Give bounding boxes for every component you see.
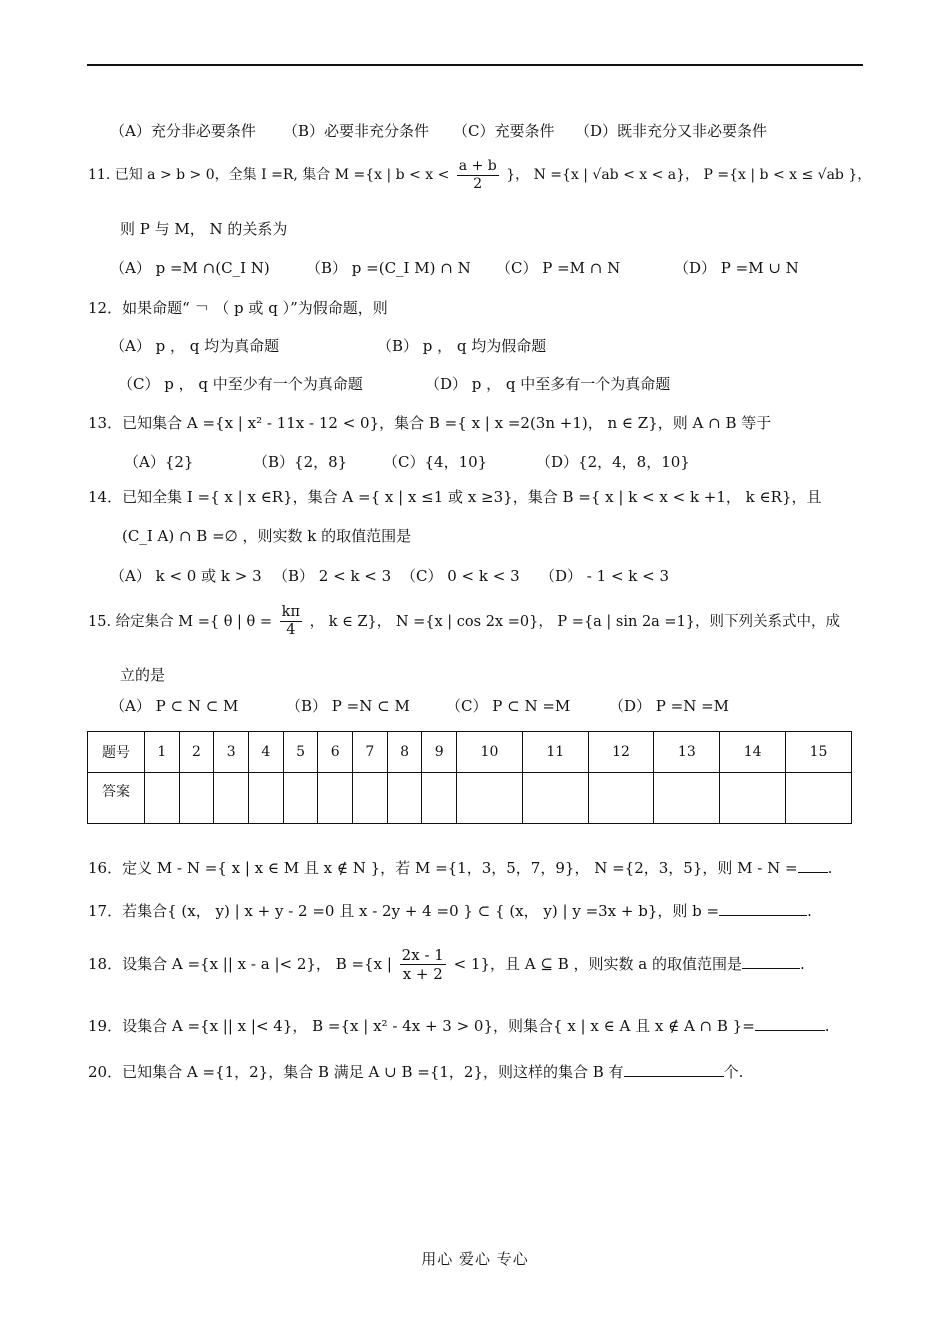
q13-option-a: （A）{2} xyxy=(124,453,194,471)
q18-end: . xyxy=(800,954,805,973)
answer-cell[interactable] xyxy=(145,773,180,824)
table-num-cell: 9 xyxy=(422,732,457,773)
q20 xyxy=(88,1062,743,1081)
q20-text: 20．已知集合 A ={1，2}，集合 B 满足 A ∪ B ={1，2}，则这样的集合 B 有 xyxy=(88,1063,624,1081)
q12-option-b: （B） p ， q 均为假命题 xyxy=(377,337,547,355)
q12-option-c: （C） p ， q 中至少有一个为真命题 xyxy=(118,375,363,393)
q11-N: N ={x | √ab < x < a}， xyxy=(533,167,700,184)
q17-end: . xyxy=(807,902,812,920)
q18-fraction xyxy=(400,946,446,983)
q11-P: P ={x | b < x ≤ √ab }， xyxy=(703,167,872,184)
q18-frac-num: 2x - 1 xyxy=(401,946,444,964)
q11-frac-num: a + b xyxy=(458,158,497,174)
header-rule xyxy=(87,64,863,66)
q12-options-row1 xyxy=(110,337,546,355)
table-num-cell: 2 xyxy=(179,732,214,773)
q14-options xyxy=(110,567,669,585)
q15-fraction xyxy=(280,604,302,640)
answer-cell[interactable] xyxy=(422,773,457,824)
q15-line2: 立的是 xyxy=(120,666,166,684)
q15-option-d: （D） P =N =M xyxy=(609,697,730,715)
answer-cell[interactable] xyxy=(214,773,249,824)
q15-prefix: 15. 给定集合 M ={ θ | θ = xyxy=(88,613,273,630)
table-num-cell: 6 xyxy=(318,732,353,773)
q14-stem: 14．已知全集 I ={ x | x ∈R}，集合 A ={ x | x ≤1 或 x ≥3}，集合 B ={ x | k < x < k +1， k ∈R}，且 xyxy=(88,488,822,506)
answer-cell[interactable] xyxy=(786,773,852,824)
table-num-cell: 7 xyxy=(353,732,388,773)
q13-option-b: （B）{2，8} xyxy=(253,453,348,471)
answer-cell[interactable] xyxy=(249,773,284,824)
q11-options xyxy=(110,259,799,277)
table-row-numbers xyxy=(88,732,852,773)
q15-options xyxy=(110,697,729,715)
table-num-cell: 3 xyxy=(214,732,249,773)
q15-frac-den: 4 xyxy=(286,622,296,639)
q14-line2: (C_I A) ∩ B =∅ ，则实数 k 的取值范围是 xyxy=(122,527,412,545)
q12-option-a: （A） p ， q 均为真命题 xyxy=(110,337,280,355)
q18-prefix: 18．设集合 A ={x || x - a |< 2}， B ={x | xyxy=(88,954,392,973)
table-num-cell: 15 xyxy=(786,732,852,773)
q16-answer-blank[interactable] xyxy=(798,858,828,873)
q10-option-b: （B）必要非充分条件 xyxy=(283,122,430,140)
q15-stem xyxy=(88,604,840,640)
q13-stem: 13．已知集合 A ={x | x² - 11x - 12 < 0}，集合 B ={ x | x =2(3n +1)， n ∈ Z}，则 A ∩ B 等于 xyxy=(88,414,772,432)
q16-text: 16．定义 M - N ={ x | x ∈ M 且 x ∉ N }，若 M ={1，3，5，7，9}， N ={2，3，5}，则 M - N = xyxy=(88,859,798,877)
answer-table xyxy=(87,731,852,824)
table-num-cell: 10 xyxy=(457,732,523,773)
answer-cell[interactable] xyxy=(179,773,214,824)
q11-line2: 则 P 与 M， N 的关系为 xyxy=(120,220,288,238)
q13-option-c: （C）{4，10} xyxy=(383,453,488,471)
q11-stem xyxy=(88,158,871,193)
answer-cell[interactable] xyxy=(457,773,523,824)
answer-cell[interactable] xyxy=(654,773,720,824)
answer-cell[interactable] xyxy=(387,773,422,824)
q11-option-d: （D） P =M ∪ N xyxy=(674,259,799,277)
q19-answer-blank[interactable] xyxy=(755,1016,825,1031)
q11-option-c: （C） P =M ∩ N xyxy=(496,259,621,277)
q13-options xyxy=(124,453,690,471)
q17-text: 17．若集合{ (x， y) | x + y - 2 =0 且 x - 2y + 4 =0 } ⊂ { (x， y) | y =3x + b}，则 b = xyxy=(88,902,720,920)
q11-fraction xyxy=(457,158,499,193)
q12-stem: 12．如果命题“ ￢ （ p 或 q ）”为假命题，则 xyxy=(88,299,388,317)
q20-end: 个. xyxy=(723,1063,744,1081)
q14-option-d: （D） - 1 < k < 3 xyxy=(540,567,670,585)
q10-option-c: （C）充要条件 xyxy=(453,122,555,140)
page-footer: 用心 爱心 专心 xyxy=(421,1250,529,1268)
answer-cell[interactable] xyxy=(588,773,654,824)
answer-cell[interactable] xyxy=(318,773,353,824)
q16 xyxy=(88,858,832,877)
q18-answer-blank[interactable] xyxy=(742,954,800,969)
q19-text: 19．设集合 A ={x || x |< 4}， B ={x | x² - 4x + 3 > 0}，则集合{ x | x ∈ A 且 x ∉ A ∩ B }= xyxy=(88,1017,755,1035)
q11-frac-den: 2 xyxy=(473,175,483,192)
answer-cell[interactable] xyxy=(720,773,786,824)
table-label-answer: 答案 xyxy=(88,773,145,824)
table-num-cell: 4 xyxy=(249,732,284,773)
table-num-cell: 12 xyxy=(588,732,654,773)
q18 xyxy=(88,946,805,983)
q11-M-right: }， xyxy=(506,167,530,184)
q15-option-c: （C） P ⊂ N =M xyxy=(446,697,571,715)
q12-options-row2 xyxy=(118,375,670,393)
q15-option-b: （B） P =N ⊂ M xyxy=(286,697,410,715)
q11-option-b: （B） p =(C_I M) ∩ N xyxy=(306,259,471,277)
q15-option-a: （A） P ⊂ N ⊂ M xyxy=(110,697,239,715)
q14-option-a: （A） k < 0 或 k > 3 xyxy=(110,567,262,585)
table-num-cell: 11 xyxy=(522,732,588,773)
q18-frac-den: x + 2 xyxy=(402,965,443,983)
table-label-question-number: 题号 xyxy=(88,732,145,773)
q11-I: I =R, 集合 xyxy=(261,167,331,184)
q15-frac-num: kπ xyxy=(280,604,302,622)
q11-option-a: （A） p =M ∩(C_I N) xyxy=(110,259,270,277)
answer-cell[interactable] xyxy=(353,773,388,824)
answer-cell[interactable] xyxy=(283,773,318,824)
q17 xyxy=(88,901,812,920)
q10-option-d: （D）既非充分又非必要条件 xyxy=(575,122,768,140)
table-num-cell: 8 xyxy=(387,732,422,773)
q19-end: . xyxy=(824,1017,830,1035)
q11-prefix: 11. 已知 xyxy=(88,167,143,184)
table-num-cell: 13 xyxy=(654,732,720,773)
q11-M-left: M ={x | b < x < xyxy=(334,167,450,184)
q17-answer-blank[interactable] xyxy=(719,901,807,916)
q14-option-c: （C） 0 < k < 3 xyxy=(401,567,520,585)
q10-option-a: （A）充分非必要条件 xyxy=(110,122,256,140)
q10-options xyxy=(110,122,767,140)
q12-option-d: （D） p ， q 中至多有一个为真命题 xyxy=(425,375,671,393)
q13-option-d: （D）{2，4，8，10} xyxy=(536,453,690,471)
q16-end: . xyxy=(827,859,833,877)
table-num-cell: 1 xyxy=(145,732,180,773)
table-row-answers xyxy=(88,773,852,824)
q19 xyxy=(88,1016,830,1035)
answer-cell[interactable] xyxy=(522,773,588,824)
q11-cond: a > b > 0，全集 xyxy=(147,167,257,184)
table-num-cell: 5 xyxy=(283,732,318,773)
q20-answer-blank[interactable] xyxy=(624,1062,724,1077)
q18-rest: < 1}，且 A ⊆ B ，则实数 a 的取值范围是 xyxy=(453,954,743,973)
q14-option-b: （B） 2 < k < 3 xyxy=(273,567,392,585)
q15-rest: ， k ∈ Z}， N ={x | cos 2x =0}， P ={a | sin 2a =1}，则下列关系式中，成 xyxy=(309,613,841,630)
table-num-cell: 14 xyxy=(720,732,786,773)
